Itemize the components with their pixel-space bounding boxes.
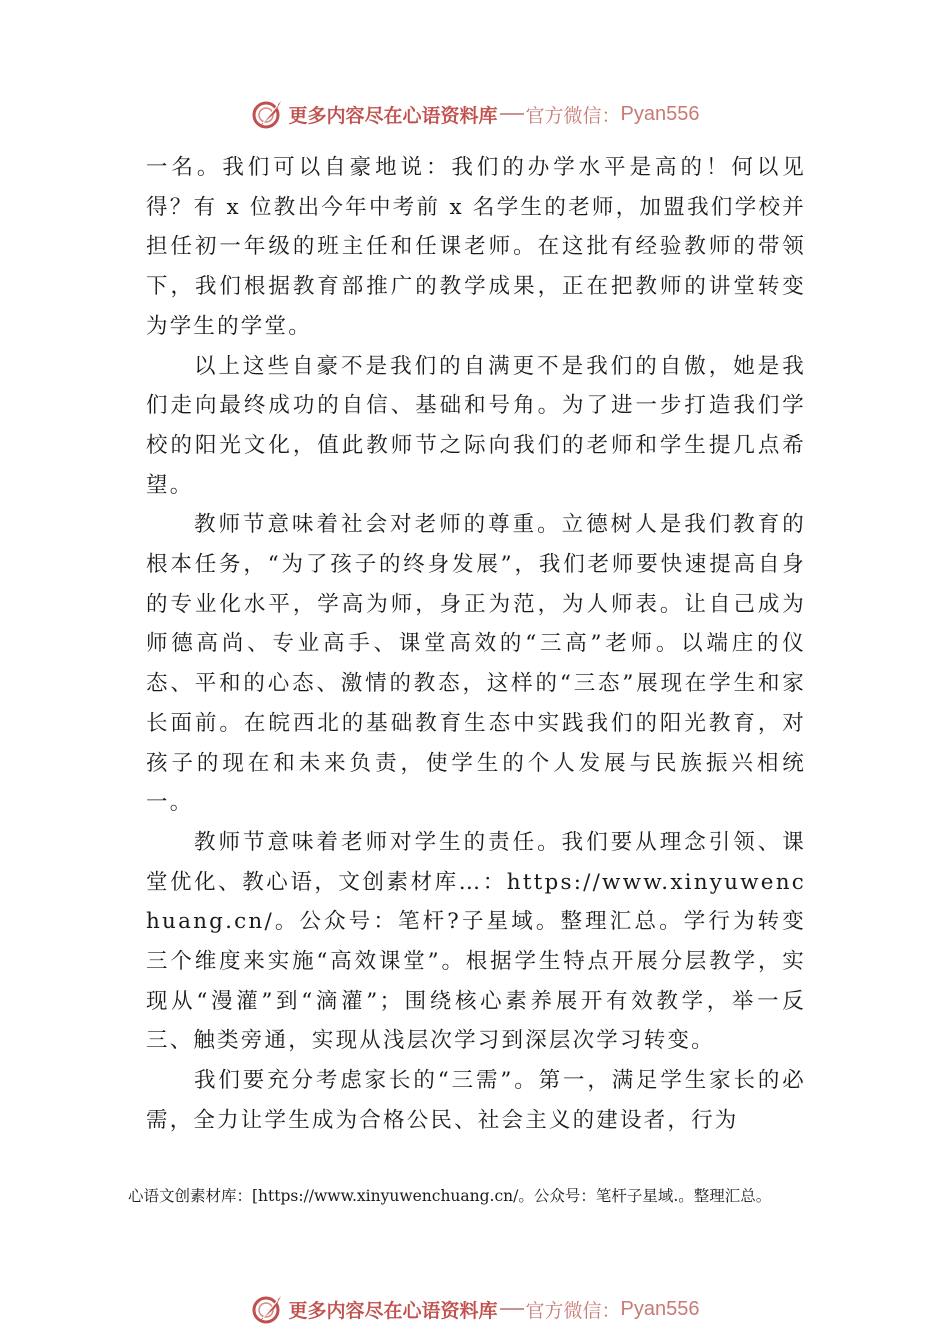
quill-logo-icon — [251, 97, 285, 131]
banner-wechat-id: Pyan556 — [620, 102, 700, 125]
header-banner — [0, 94, 950, 134]
quill-logo-icon — [251, 1292, 285, 1326]
banner-wechat-id: Pyan556 — [620, 1297, 700, 1320]
banner-dash — [500, 1308, 524, 1310]
paragraph-2: 以上这些自豪不是我们的自满更不是我们的自傲，她是我们走向最终成功的自信、基础和号角。为了进一步打造我们学校的阳光文化，值此教师节之际向我们的老师和学生提几点希望。 — [146, 353, 806, 498]
paragraph-3: 教师节意味着社会对老师的尊重。立德树人是我们教育的根本任务，“为了孩子的终身发展”，我们老师要快速提高自身的专业化水平，学高为师，身正为范，为人师表。让自己成为师德高尚、专业高手、课堂高效的“三高”老师。以端庄的仪态、平和的心态、激情的教态，这样的“三态”展现在学生和家长面前。在皖西北的基础教育生态中实践我们的阳光教育，对孩子的现在和未来负责，使学生的个人发展与民族振兴相统一。 — [146, 512, 806, 816]
paragraph-1: 一名。我们可以自豪地说：我们的办学水平是高的！何以见得？有 x 位教出今年中考前 x 名学生的老师，加盟我们学校并担任初一年级的班主任和任课老师。在这批有经验教师的带领下，我们根据教育部推广的教学成果，正在把教师的讲堂转变为学生的学堂。 — [146, 155, 806, 339]
banner-main-text: 更多内容尽在心语资料库 — [288, 1299, 498, 1322]
footer-banner — [0, 1289, 950, 1329]
document-body — [146, 148, 806, 1141]
banner-main-text: 更多内容尽在心语资料库 — [288, 104, 498, 127]
footer-note: 心语文创素材库：[https://www.xinyuwenchuang.cn/。公众号：笔杆子星域.。整理汇总。 — [128, 1187, 772, 1205]
paragraph-4: 教师节意味着老师对学生的责任。我们要从理念引领、课堂优化、教心语，文创素材库…：https://www.xinyuwenchuang.cn/。公众号：笔杆?子星域。整理汇总。学行为转变三个维度来实施“高效课堂”。根据学生特点开展分层教学，实现从“漫灌”到“滴灌”；围绕核心素养展开有效教学，举一反三、触类旁通，实现从浅层次学习到深层次学习转变。 — [146, 829, 806, 1054]
banner-dash — [500, 113, 524, 115]
banner-label: 官方微信： — [525, 104, 621, 127]
paragraph-5: 我们要充分考虑家长的“三需”。第一，满足学生家长的必需，全力让学生成为合格公民、社会主义的建设者，行为 — [146, 1068, 806, 1133]
banner-label: 官方微信： — [525, 1299, 621, 1322]
